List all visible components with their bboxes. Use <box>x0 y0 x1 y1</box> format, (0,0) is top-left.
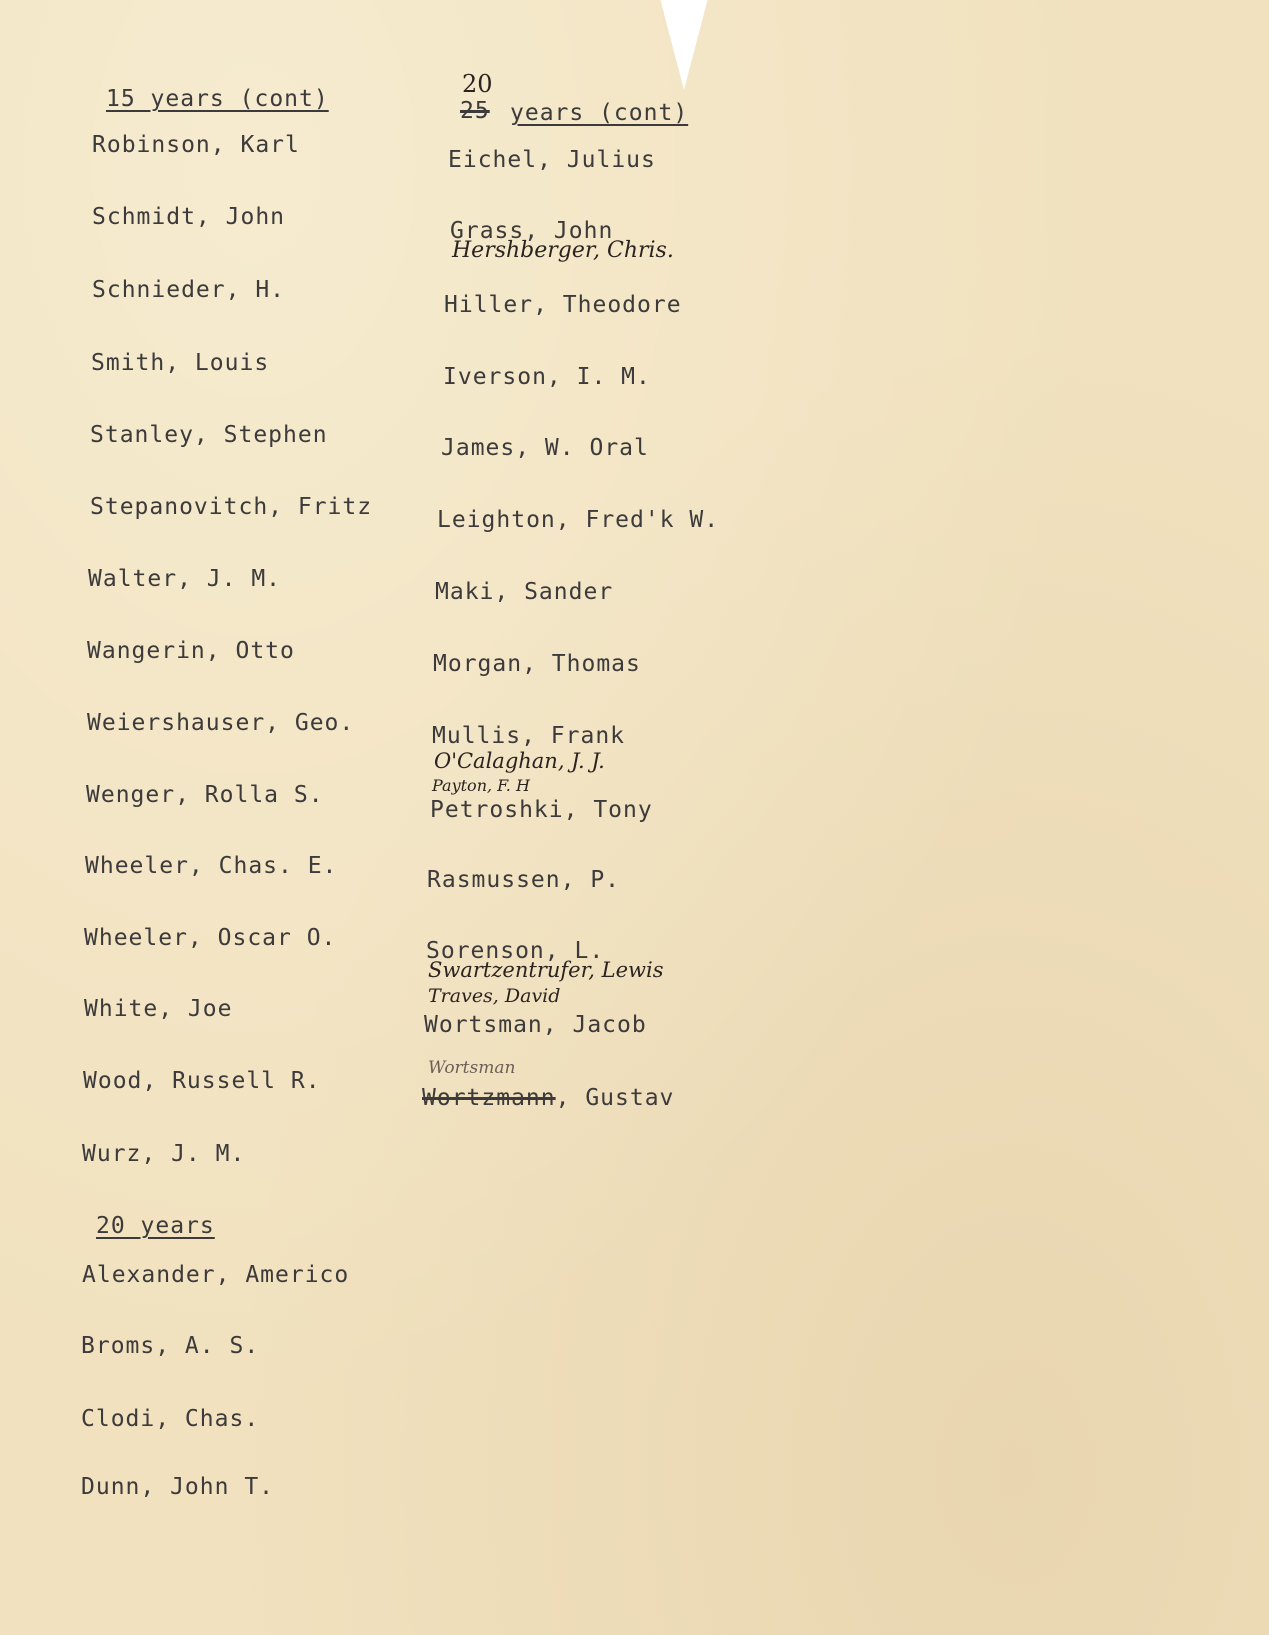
given-name: , Gustav <box>555 1085 675 1111</box>
name-entry: Stanley, Stephen <box>90 422 328 448</box>
name-entry: Morgan, Thomas <box>433 651 641 677</box>
name-entry: Rasmussen, P. <box>427 867 621 893</box>
name-entry: Wheeler, Oscar O. <box>84 925 337 951</box>
name-entry: Wurz, J. M. <box>82 1141 246 1167</box>
name-entry: Schmidt, John <box>92 204 286 230</box>
name-entry: James, W. Oral <box>441 435 649 461</box>
name-entry: Walter, J. M. <box>88 566 282 592</box>
name-entry: Eichel, Julius <box>448 147 656 173</box>
name-entry: Dunn, John T. <box>81 1474 275 1500</box>
handwritten-addition: Hershberger, Chris. <box>452 238 674 263</box>
name-entry: Hiller, Theodore <box>444 292 682 318</box>
name-entry: Maki, Sander <box>435 579 614 605</box>
name-entry: Clodi, Chas. <box>81 1406 260 1432</box>
name-entry: Broms, A. S. <box>81 1333 260 1359</box>
header-20-years: 20 years <box>96 1213 215 1239</box>
name-entry: Alexander, Americo <box>82 1262 350 1288</box>
header-correction: 20 <box>462 70 493 98</box>
name-entry: Wenger, Rolla S. <box>86 782 324 808</box>
handwritten-addition: O'Calaghan, J. J. <box>434 749 605 773</box>
handwritten-addition: Traves, David <box>428 985 561 1007</box>
name-entry: Iverson, I. M. <box>443 364 651 390</box>
header-15-years: 15 years (cont) <box>106 86 329 112</box>
name-entry: Sorenson, L. <box>426 938 605 964</box>
name-entry: Smith, Louis <box>91 350 270 376</box>
name-entry: Petroshki, Tony <box>430 797 653 823</box>
name-entry: Wood, Russell R. <box>83 1068 321 1094</box>
handwritten-addition: Payton, F. H <box>432 776 530 795</box>
paper-tear <box>660 0 708 90</box>
name-entry: Leighton, Fred'k W. <box>437 507 720 533</box>
name-entry: Grass, John <box>450 218 614 244</box>
name-entry: Robinson, Karl <box>92 132 300 158</box>
handwritten-addition: Swartzentrufer, Lewis <box>428 958 664 982</box>
header-years-cont: years (cont) <box>510 100 689 126</box>
name-entry: Wangerin, Otto <box>87 638 295 664</box>
name-entry: Mullis, Frank <box>432 723 626 749</box>
name-entry: Schnieder, H. <box>92 277 286 303</box>
name-entry-corrected <box>422 1085 674 1111</box>
name-entry: Stepanovitch, Fritz <box>90 494 373 520</box>
name-entry: Weiershauser, Geo. <box>87 710 355 736</box>
header-struck-number: 25 <box>460 98 490 124</box>
name-entry: White, Joe <box>84 996 233 1022</box>
name-entry: Wheeler, Chas. E. <box>85 853 338 879</box>
struck-surname: Wortzmann <box>422 1085 556 1111</box>
handwritten-correction: Wortsman <box>428 1058 516 1078</box>
name-entry: Wortsman, Jacob <box>424 1012 647 1038</box>
